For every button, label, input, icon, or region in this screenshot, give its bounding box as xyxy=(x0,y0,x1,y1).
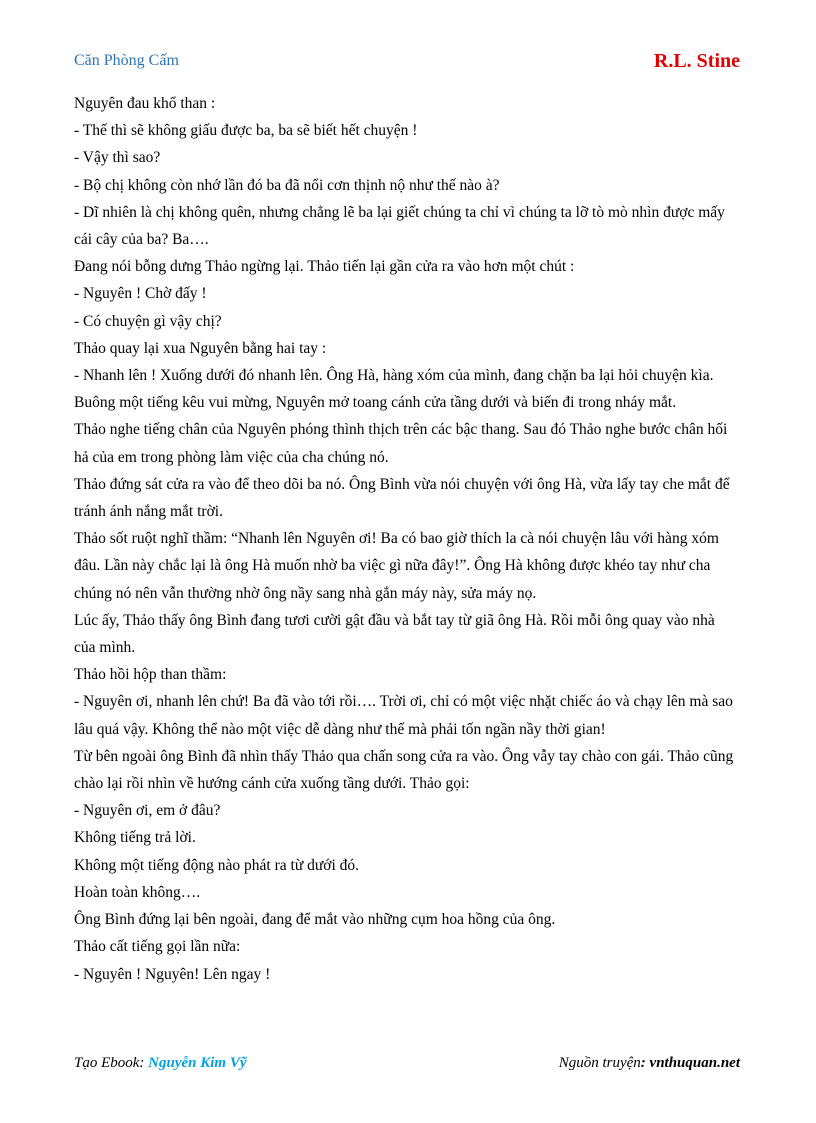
paragraph: - Nguyên ơi, em ở đâu? xyxy=(74,802,221,820)
paragraph: Từ bên ngoài ông Bình đã nhìn thấy Thảo qua chấn song cửa ra vào. Ông vẫy tay chào con gái. Thảo cũng chào lại rồi nhìn về hướng cánh cửa xuống tầng dưới. Thảo gọi: xyxy=(74,747,734,793)
paragraph: Lúc ấy, Thảo thấy ông Bình đang tươi cười gật đầu và bắt tay từ giã ông Hà. Rồi mỗi ông quay vào nhà của mình. xyxy=(74,611,715,657)
paragraph: Không tiếng trả lời. xyxy=(74,829,196,847)
paragraph: - Vậy thì sao? xyxy=(74,149,161,167)
paragraph: Thảo nghe tiếng chân của Nguyên phóng thình thịch trên các bậc thang. Sau đó Thảo nghe bước chân hối hả của em trong phòng làm việc của cha chúng nó. xyxy=(74,421,728,466)
ebook-label: Tạo Ebook xyxy=(74,1055,140,1071)
paragraph: - Nguyên ! Chờ đấy ! xyxy=(74,285,207,303)
paragraph: - Nguyên ! Nguyên! Lên ngay ! xyxy=(74,965,271,983)
paragraph: Hoàn toàn không…. xyxy=(74,883,201,901)
book-title: Căn Phòng Cấm xyxy=(74,52,179,69)
paragraph: Thảo quay lại xua Nguyên bằng hai tay : xyxy=(74,339,327,357)
paragraph: - Dĩ nhiên là chị không quên, nhưng chẳng lẽ ba lại giết chúng ta chỉ vì chúng ta lỡ tò mò nhìn được mấy cái cây của ba? Ba…. xyxy=(74,203,725,249)
source-site: vnthuquan.net xyxy=(649,1055,740,1071)
paragraph: - Bộ chị không còn nhớ lần đó ba đã nổi cơn thịnh nộ như thế nào à? xyxy=(74,176,500,194)
paragraph: Nguyên đau khổ than : xyxy=(74,95,216,112)
story-text xyxy=(74,90,740,988)
page-header xyxy=(74,50,740,76)
paragraph: - Thế thì sẽ không giấu được ba, ba sẽ biết hết chuyện ! xyxy=(74,122,418,140)
paragraph: Thảo đứng sát cửa ra vào để theo dõi ba nó. Ông Bình vừa nói chuyện với ông Hà, vừa lấy tay che mắt để tránh ánh nắng mắt trời. xyxy=(74,475,730,521)
source-credit: Nguồn truyện: vnthuquan.net xyxy=(558,1055,740,1071)
paragraph: Thảo sốt ruột nghĩ thầm: “Nhanh lên Nguyên ơi! Ba có bao giờ thích la cà nói chuyện lâu với hàng xóm đâu. Lần này chắc lại là ông Hà muốn nhờ ba việc gì nữa đây!”. Ông Hà không được khéo tay như cha chúng nó nên vẫn thường nhờ ông nầy sang nhà gắn máy này, sửa máy nọ. xyxy=(74,530,719,602)
paragraph: Ông Bình đứng lại bên ngoài, đang để mắt vào những cụm hoa hồng của ông. xyxy=(74,911,556,929)
paragraph: Buông một tiếng kêu vui mừng, Nguyên mở toang cánh cửa tầng dưới và biến đi trong nháy mắt. xyxy=(74,394,677,412)
paragraph: - Có chuyện gì vậy chị? xyxy=(74,312,222,330)
paragraph: - Nhanh lên ! Xuống dưới đó nhanh lên. Ông Hà, hàng xóm của mình, đang chặn ba lại hỏi chuyện kìa. xyxy=(74,367,714,385)
ebook-credit: Tạo Ebook: Nguyễn Kim Vỹ xyxy=(74,1055,247,1071)
paragraph: Không một tiếng động nào phát ra từ dưới đó. xyxy=(74,856,360,874)
author-name: R.L. Stine xyxy=(653,50,740,72)
paragraph: Đang nói bỗng dưng Thảo ngừng lại. Thảo tiến lại gần cửa ra vào hơn một chút : xyxy=(74,258,575,276)
source-label: Nguồn truyện xyxy=(558,1055,641,1071)
paragraph: Thảo hồi hộp than thầm: xyxy=(74,666,227,684)
ebook-creator: Nguyễn Kim Vỹ xyxy=(148,1055,247,1071)
paragraph: Thảo cất tiếng gọi lần nữa: xyxy=(74,938,241,956)
page-footer xyxy=(74,1055,740,1077)
paragraph: - Nguyên ơi, nhanh lên chứ! Ba đã vào tới rồi…. Trời ơi, chỉ có một việc nhặt chiếc áo và chạy lên mà sao lâu quá vậy. Không thể nào một việc dễ dàng như thế mà phải tốn ngần nầy thời gian! xyxy=(74,693,733,738)
